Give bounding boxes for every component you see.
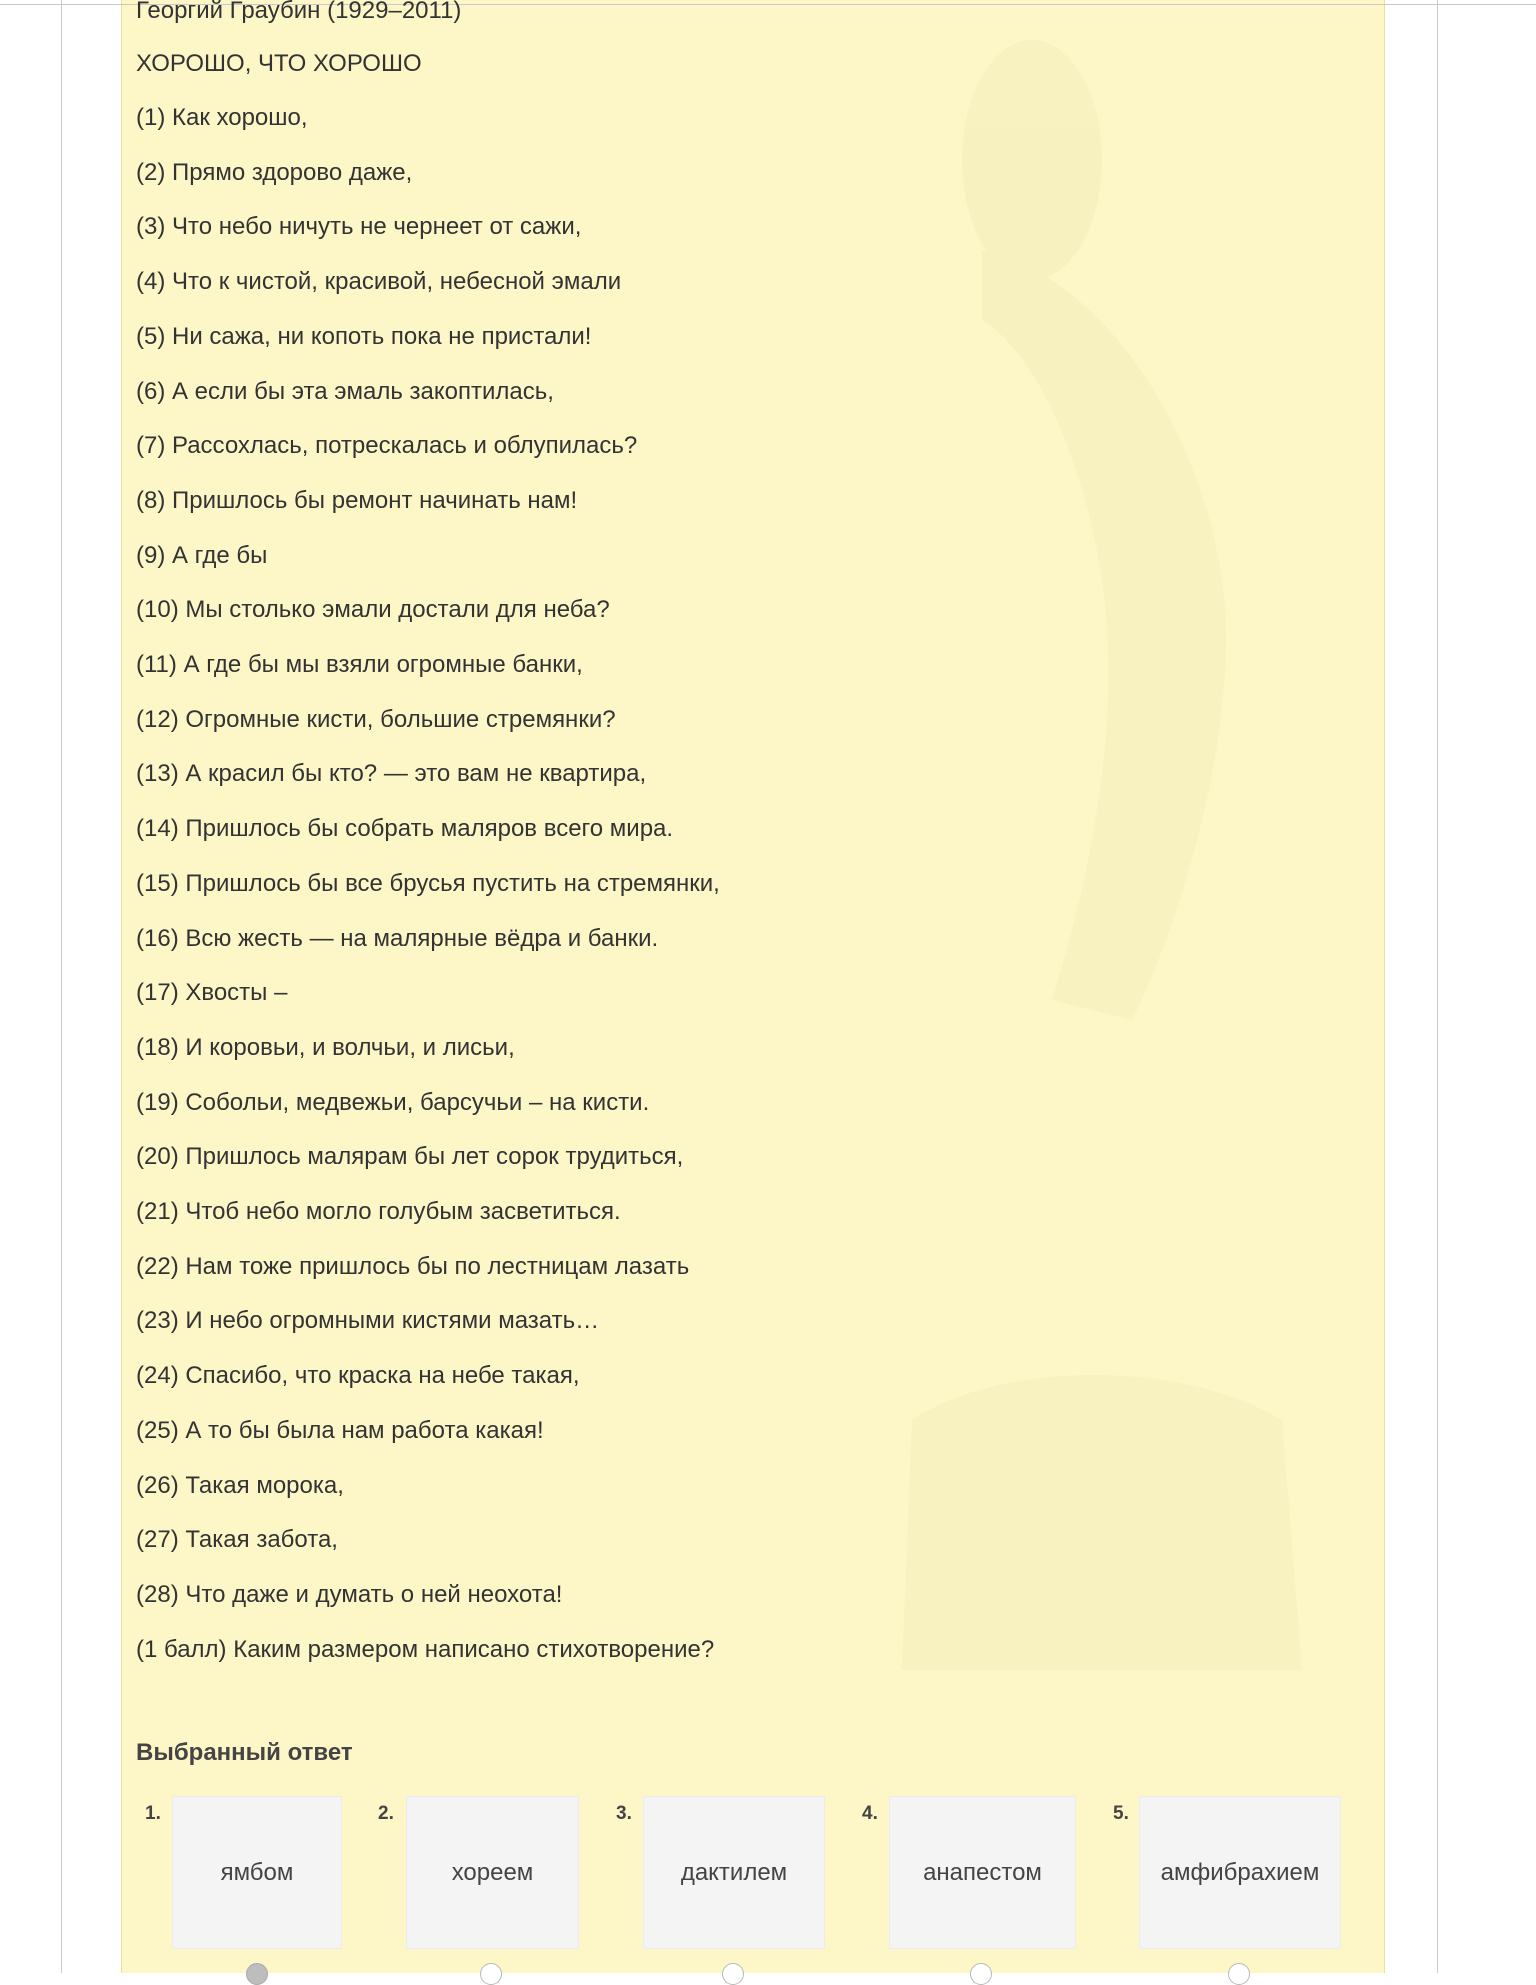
poem-line: (13) А красил бы кто? — это вам не квартира,: [136, 760, 647, 787]
answer-radio-button[interactable]: [246, 1963, 268, 1985]
poem-line: (2) Прямо здорово даже,: [136, 159, 413, 186]
poem-line: (27) Такая забота,: [136, 1526, 338, 1553]
answer-option-label: дактилем: [680, 1858, 788, 1886]
poem-line: (26) Такая морока,: [136, 1472, 344, 1499]
answer-option-label: хореем: [451, 1858, 534, 1886]
poem-line: (9) А где бы: [136, 542, 268, 569]
answer-radio-button[interactable]: [480, 1963, 502, 1985]
answer-option-label: ямбом: [220, 1858, 294, 1886]
option-number: 3.: [616, 1803, 632, 1824]
poem-line: (1) Как хорошо,: [136, 104, 308, 131]
poem-line: (18) И коровьи, и волчьи, и лисьи,: [136, 1034, 515, 1061]
poem-line: (12) Огромные кисти, большие стремянки?: [136, 706, 616, 733]
poem-line: (21) Чтоб небо могло голубым засветиться.: [136, 1198, 621, 1225]
poem-author: Георгий Граубин (1929–2011): [136, 0, 462, 24]
poem-line: (6) А если бы эта эмаль закоптилась,: [136, 378, 554, 405]
poem-line: (25) А то бы была нам работа какая!: [136, 1417, 544, 1444]
answer-heading: Выбранный ответ: [136, 1739, 353, 1766]
question-prompt: (1 балл) Каким размером написано стихотворение?: [136, 1636, 715, 1663]
poem-line: (28) Что даже и думать о ней неохота!: [136, 1581, 563, 1608]
option-number: 4.: [862, 1803, 878, 1824]
poem-title: ХОРОШО, ЧТО ХОРОШО: [136, 50, 422, 77]
poem-line: (11) А где бы мы взяли огромные банки,: [136, 651, 583, 678]
poem-line: (14) Пришлось бы собрать маляров всего мира.: [136, 815, 674, 842]
poem-line: (22) Нам тоже пришлось бы по лестницам лазать: [136, 1253, 690, 1280]
poem-line: (5) Ни сажа, ни копоть пока не пристали!: [136, 323, 592, 350]
poem-line: (10) Мы столько эмали достали для неба?: [136, 596, 610, 623]
poem-line: (24) Спасибо, что краска на небе такая,: [136, 1362, 580, 1389]
answer-option-card[interactable]: [172, 1796, 342, 1949]
poem-line: (4) Что к чистой, красивой, небесной эмали: [136, 268, 622, 295]
answer-radio-button[interactable]: [722, 1963, 744, 1985]
answer-radio-button[interactable]: [970, 1963, 992, 1985]
poem-line: (19) Собольи, медвежьи, барсучьи – на кисти.: [136, 1089, 650, 1116]
poem-line: (23) И небо огромными кистями мазать…: [136, 1307, 600, 1334]
poem-line: (20) Пришлось малярам бы лет сорок трудиться,: [136, 1143, 684, 1170]
watermark-figure: [882, 20, 1342, 1670]
answer-option-card[interactable]: [406, 1796, 579, 1949]
answer-option-card[interactable]: [1139, 1796, 1341, 1949]
poem-line: (15) Пришлось бы все брусья пустить на стремянки,: [136, 870, 720, 897]
answer-radio-button[interactable]: [1228, 1963, 1250, 1985]
option-number: 5.: [1113, 1803, 1129, 1824]
answer-option-label: анапестом: [923, 1858, 1042, 1886]
option-number: 1.: [145, 1803, 161, 1824]
option-number: 2.: [378, 1803, 394, 1824]
answer-option-label: амфибрахием: [1160, 1858, 1320, 1886]
answer-option-card[interactable]: [643, 1796, 825, 1949]
poem-line: (3) Что небо ничуть не чернеет от сажи,: [136, 213, 582, 240]
poem-line: (16) Всю жесть — на малярные вёдра и банки.: [136, 925, 659, 952]
poem-line: (7) Рассохлась, потрескалась и облупилась?: [136, 432, 638, 459]
answer-option-card[interactable]: [889, 1796, 1076, 1949]
poem-line: (17) Хвосты –: [136, 979, 288, 1006]
poem-line: (8) Пришлось бы ремонт начинать нам!: [136, 487, 578, 514]
